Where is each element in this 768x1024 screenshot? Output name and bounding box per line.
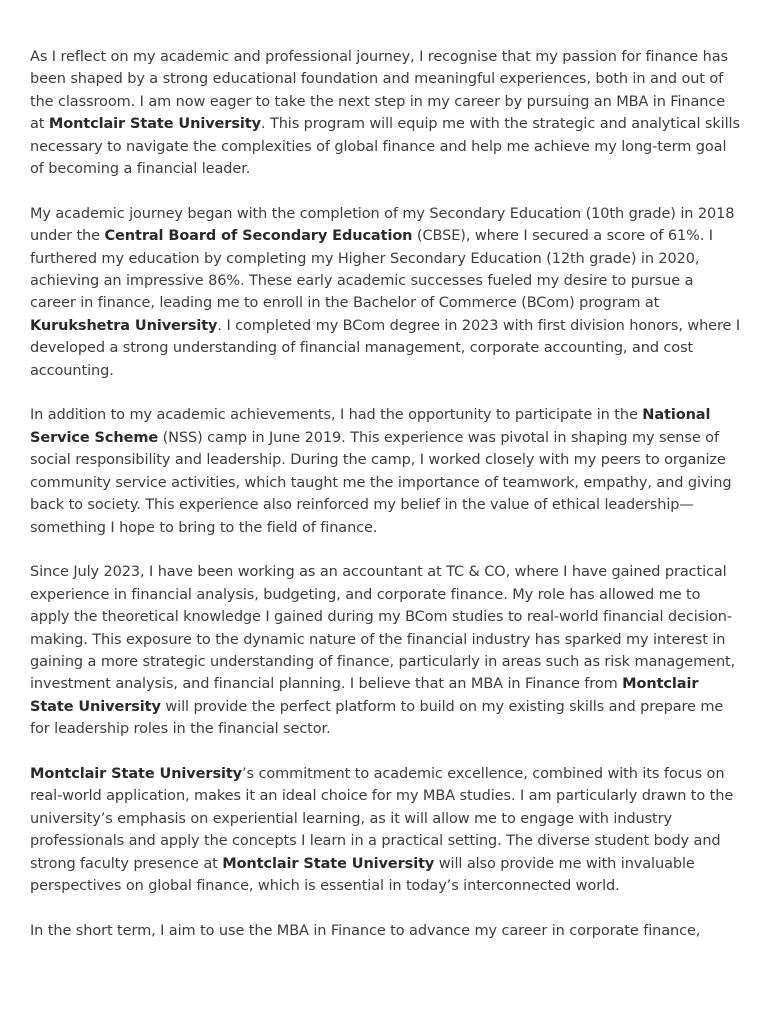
text-segment: As I reflect on my academic and professional journey, I recognise that my passion for finance has been shaped by a strong educational foundation and meaningful experiences, both in and out of the classroom. I am now eager to take the next step in my career by pursuing an MBA in Finance at	[30, 49, 728, 133]
bold-scheme-name: National Service Scheme	[30, 407, 711, 446]
bold-board-name: Central Board of Secondary Education	[104, 228, 413, 245]
bold-university-name: Montclair State University	[48, 116, 261, 133]
paragraph-nss	[30, 404, 742, 538]
text-segment: ’s commitment to academic excellence, combined with its focus on real-world application, makes it an ideal choice for my MBA studies. I am particularly drawn to the university’s emphasis on experiential learning, as it will allow me to engage with industry professionals and apply the concepts I learn in a practical setting. The diverse student body and strong faculty presence at	[30, 765, 734, 872]
text-segment: will also provide me with invaluable perspectives on global finance, which is essential in today’s interconnected world.	[30, 855, 695, 894]
text-segment: will provide the perfect platform to build on my existing skills and prepare me for leadership roles in the financial sector.	[30, 698, 724, 738]
text-segment: . This program will equip me with the strategic and analytical skills necessary to navigate the complexities of global finance and help me achieve my long-term goal of becoming a financial leader.	[30, 116, 740, 178]
text-segment: Since July 2023, I have been working as an accountant at TC & CO, where I have gained practical experience in financial analysis, budgeting, and corporate finance. My role has allowed me to apply the theoretical knowledge I gained during my BCom studies to real-world financial decision-making. This exposure to the dynamic nature of the financial industry has sparked my interest in gaining a more strategic understanding of finance, particularly in areas such as risk management, investment analysis, and financial planning. I believe that an MBA in Finance from	[30, 564, 736, 693]
paragraph-intro	[30, 46, 742, 180]
paragraph-work-experience	[30, 561, 742, 740]
paragraph-academic-journey	[30, 203, 742, 382]
text-segment: (CBSE), where I secured a score of 61%. I furthered my education by completing my Higher Secondary Education (12th grade) in 2020, achieving an impressive 86%. These early academic successes fueled my desire to pursue a career in finance, leading me to enroll in the Bachelor of Commerce (BCom) program at	[30, 228, 713, 312]
bold-university-name: Montclair State University	[222, 855, 435, 872]
text-segment: . I completed my BCom degree in 2023 with first division honors, where I developed a strong understanding of financial management, corporate accounting, and cost accounting.	[30, 317, 741, 379]
bold-university-name: Kurukshetra University	[30, 317, 218, 334]
bold-university-name: Montclair State University	[30, 676, 699, 715]
bold-university-name: Montclair State University	[30, 765, 243, 782]
text-segment: In the short term, I aim to use the MBA in Finance to advance my career in corporate finance,	[30, 922, 701, 939]
text-segment: (NSS) camp in June 2019. This experience was pivotal in shaping my sense of social responsibility and leadership. During the camp, I worked closely with my peers to organize community service activities, which taught me the importance of teamwork, empathy, and giving back to society. This experience also reinforced my belief in the value of ethical leadership—something I hope to bring to the field of finance.	[30, 429, 732, 536]
paragraph-short-term-goals	[30, 920, 742, 942]
document-body	[30, 46, 742, 965]
text-segment: My academic journey began with the completion of my Secondary Education (10th grade) in 2018 under the	[30, 205, 735, 245]
paragraph-why-montclair	[30, 763, 742, 897]
text-segment: In addition to my academic achievements, I had the opportunity to participate in the	[30, 407, 643, 424]
